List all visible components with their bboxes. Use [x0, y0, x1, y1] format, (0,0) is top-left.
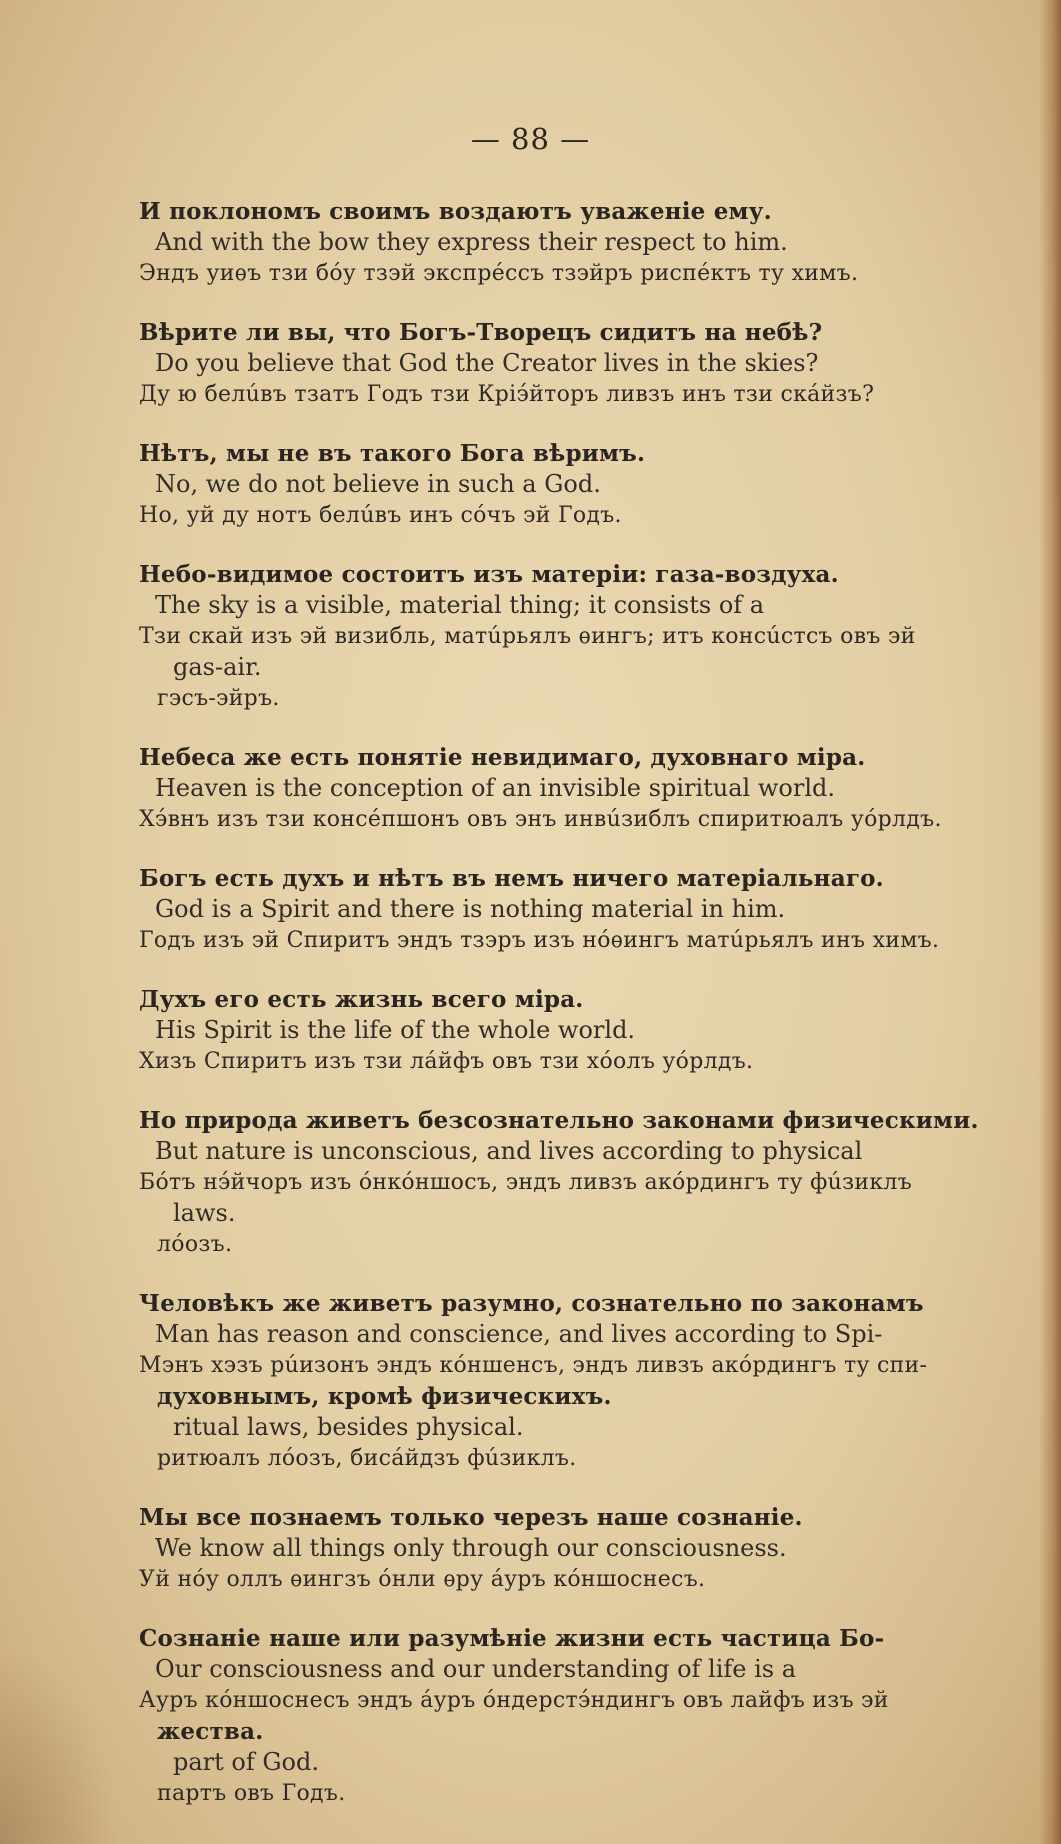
phrase-block: [139, 317, 1019, 410]
russian-sentence: И поклономъ своимъ воздаютъ уваженіе ему.: [139, 198, 772, 225]
phrase-block: [139, 863, 1019, 956]
transliteration: ритюалъ лóозъ, бисáйдзъ фúзиклъ.: [157, 1446, 577, 1471]
english-translation: Heaven is the conception of an invisible spiritual world.: [155, 774, 835, 802]
phrase-block: [139, 1502, 1019, 1595]
page-edge-shadow: [1039, 0, 1061, 1844]
page-number: — 88 —: [470, 122, 591, 156]
english-translation: God is a Spirit and there is nothing material in him.: [155, 895, 786, 923]
transliteration: Ду ю белúвъ тзатъ Годъ тзи Кріэ́йторъ ливзъ инъ тзи скáйзъ?: [139, 382, 875, 407]
page-stain: [0, 1644, 120, 1844]
transliteration: Но, уй ду нотъ белúвъ инъ сóчъ эй Годъ.: [139, 503, 622, 528]
russian-sentence: Духъ его есть жизнь всего міра.: [139, 986, 584, 1013]
english-translation: And with the bow they express their respect to him.: [155, 228, 788, 256]
transliteration: гэсъ-эйръ.: [157, 686, 280, 711]
english-translation: Man has reason and conscience, and lives according to Spi-: [155, 1320, 883, 1348]
phrase-block: [139, 559, 1019, 714]
phrase-block: [139, 1105, 1019, 1260]
english-translation: ritual laws, besides physical.: [173, 1413, 524, 1441]
transliteration: Годъ изъ эй Спиритъ эндъ тзэръ изъ нóѳингъ матúрьялъ инъ химъ.: [139, 928, 940, 953]
transliteration: Бóтъ нэ́йчоръ изъ óнкóншосъ, эндъ ливзъ акóрдингъ ту фúзиклъ: [139, 1170, 913, 1195]
russian-sentence: Небо-видимое состоитъ изъ матеріи: газа-воздуха.: [139, 561, 839, 588]
russian-sentence: Сознаніе наше или разумѣніе жизни есть частица Бо-: [139, 1625, 885, 1652]
phrase-block: [139, 438, 1019, 531]
english-translation: Our consciousness and our understanding of life is a: [155, 1655, 797, 1683]
english-translation: We know all things only through our consciousness.: [155, 1534, 787, 1562]
english-translation: laws.: [173, 1199, 236, 1227]
russian-sentence: Мы все познаемъ только черезъ наше сознаніе.: [139, 1504, 803, 1531]
transliteration: Хизъ Спиритъ изъ тзи лáйфъ овъ тзи хóолъ уóрлдъ.: [139, 1049, 754, 1074]
transliteration: лóозъ.: [157, 1232, 233, 1257]
english-translation: Do you believe that God the Creator lives in the skies?: [155, 349, 819, 377]
english-translation: part of God.: [173, 1748, 319, 1776]
russian-sentence: Человѣкъ же живетъ разумно, сознательно по законамъ: [139, 1290, 924, 1317]
english-translation: But nature is unconscious, and lives according to physical: [155, 1137, 863, 1165]
transliteration: Уй нóу оллъ ѳингзъ óнли ѳру áуръ кóншоснесъ.: [139, 1567, 706, 1592]
russian-sentence: Но природа живетъ безсознательно законами физическими.: [139, 1107, 979, 1134]
transliteration: Тзи скай изъ эй визибль, матúрьялъ ѳингъ; итъ консúстсъ овъ эй: [139, 624, 916, 649]
russian-sentence: духовнымъ, кромѣ физическихъ.: [157, 1383, 612, 1410]
english-translation: His Spirit is the life of the whole world.: [155, 1016, 636, 1044]
phrase-block: [139, 1288, 1019, 1474]
russian-sentence: Богъ есть духъ и нѣтъ въ немъ ничего матеріальнаго.: [139, 865, 884, 892]
transliteration: Эндъ уиѳъ тзи бóу тзэй экспрéссъ тзэйръ риспéктъ ту химъ.: [139, 261, 859, 286]
phrase-block: [139, 1623, 1019, 1809]
russian-sentence: Небеса же есть понятіе невидимаго, духовнаго міра.: [139, 744, 866, 771]
english-translation: The sky is a visible, material thing; it consists of a: [155, 591, 765, 619]
russian-sentence: жества.: [157, 1718, 264, 1745]
phrase-block: [139, 742, 1019, 835]
russian-sentence: Нѣтъ, мы не въ такого Бога вѣримъ.: [139, 440, 646, 467]
phrase-block: [139, 196, 1019, 289]
transliteration: Ауръ кóншоснесъ эндъ áуръ óндерстэ́ндингъ овъ лайфъ изъ эй: [139, 1688, 889, 1713]
transliteration: Хэ́внъ изъ тзи консéпшонъ овъ энъ инвúзиблъ спиритюалъ уóрлдъ.: [139, 807, 942, 832]
transliteration: партъ овъ Годъ.: [157, 1781, 346, 1806]
page-content: [139, 196, 1019, 1837]
phrase-block: [139, 984, 1019, 1077]
english-translation: No, we do not believe in such a God.: [155, 470, 601, 498]
transliteration: Мэнъ хэзъ рúизонъ эндъ кóншенсъ, эндъ ливзъ акóрдингъ ту спи-: [139, 1353, 928, 1378]
russian-sentence: Вѣрите ли вы, что Богъ-Творецъ сидитъ на небѣ?: [139, 319, 823, 346]
english-translation: gas-air.: [173, 653, 262, 681]
